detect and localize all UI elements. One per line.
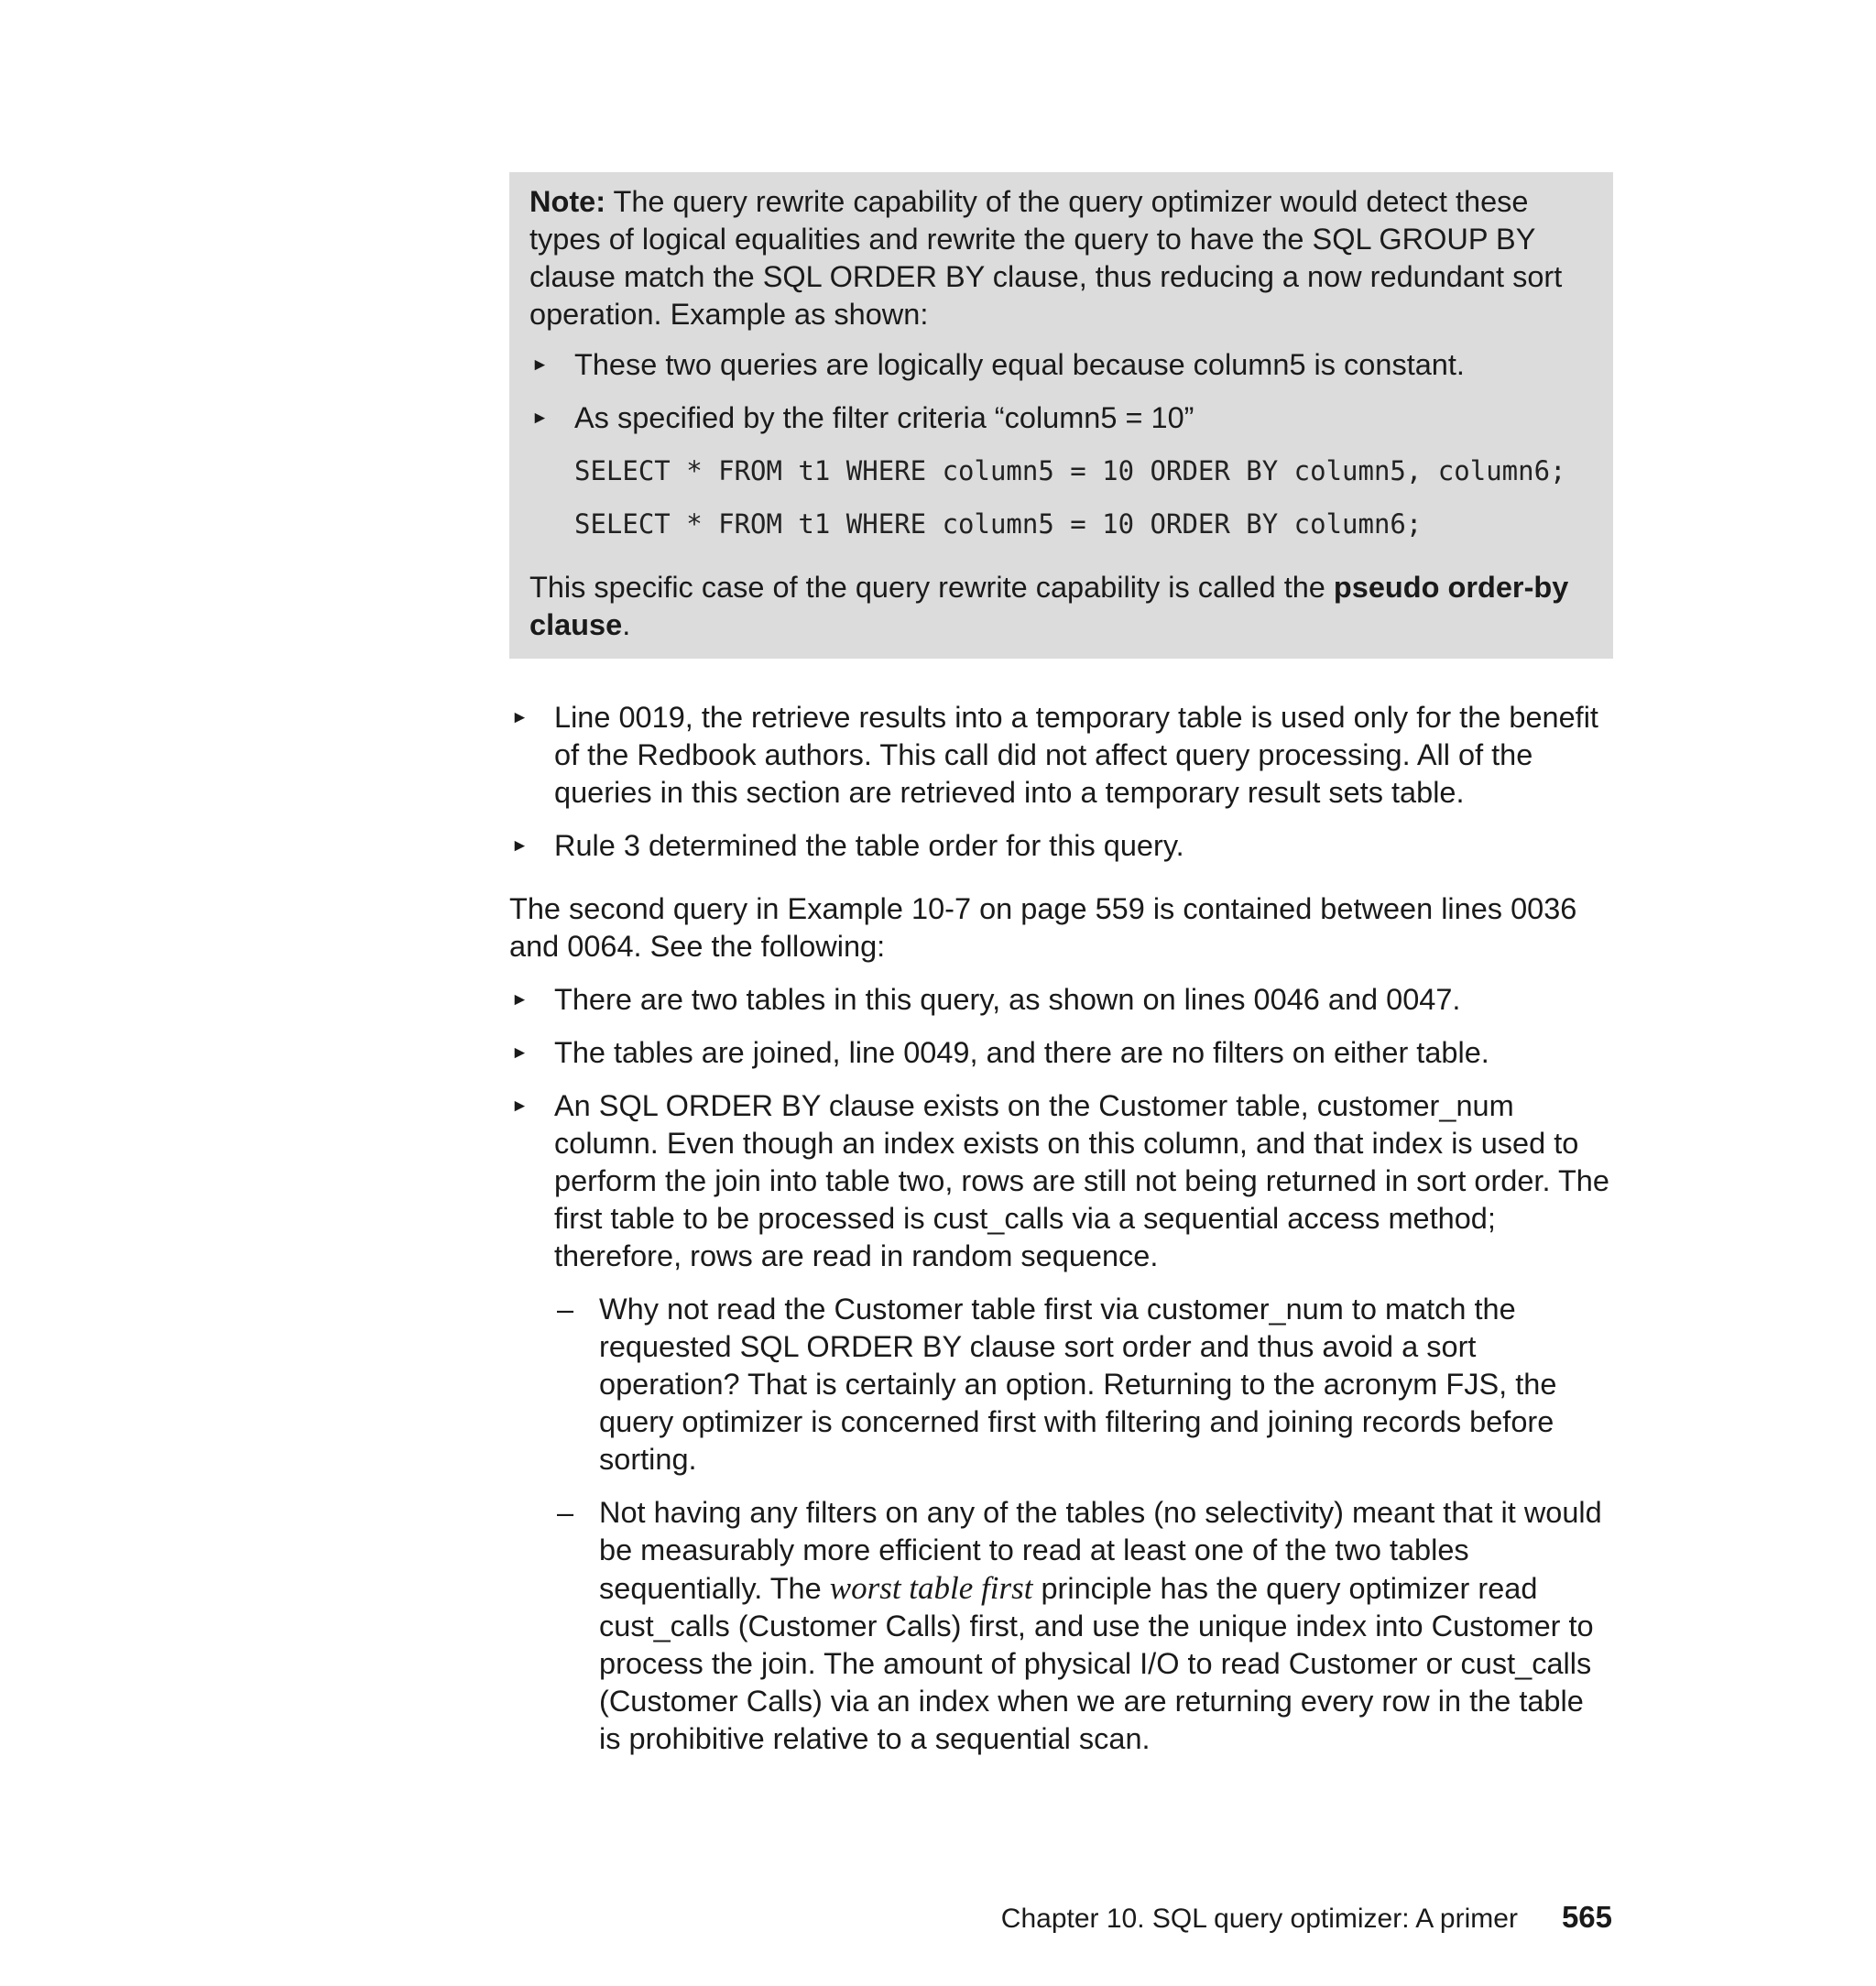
main-body (509, 699, 1613, 1773)
term-pseudo-order-by: pseudo order-by clause (529, 571, 1569, 641)
list-item: ► Rule 3 determined the table order for this query. (509, 827, 1613, 865)
list-item: ► An SQL ORDER BY clause exists on the Customer table, customer_num column. Even though an index exists on this column, and that index is used to perform the join into table two, rows are still not being returned in sort order. The first table to be processed is cust_calls via a sequential access method; therefore, rows are read in random sequence. (511, 1089, 1609, 1272)
page-footer (1001, 1899, 1612, 1937)
note-bullet: ► As specified by the filter criteria “column5 = 10” (529, 399, 1591, 437)
list-item: ► There are two tables in this query, as shown on lines 0046 and 0047. (509, 981, 1613, 1019)
dash-marker-icon: – (557, 1496, 574, 1529)
chapter-title: Chapter 10. SQL query optimizer: A primer (1000, 1904, 1518, 1934)
note-box (509, 172, 1613, 659)
note-bullet: ► These two queries are logically equal because column5 is constant. (529, 346, 1591, 384)
note-intro: Note: The query rewrite capability of the query optimizer would detect these types of logical equalities and rewrite the query to have the SQL GROUP BY clause match the SQL ORDER BY clause, thus reducing a now redundant sort operation. Example as shown: (529, 185, 1563, 331)
code-line: SELECT * FROM t1 WHERE column5 = 10 ORDER BY column5, column6; (574, 455, 1566, 486)
bullet-marker-icon: ► (531, 355, 549, 375)
bullet-marker-icon: ► (511, 990, 529, 1009)
bullet-marker-icon: ► (531, 409, 549, 428)
bullet-marker-icon: ► (511, 1043, 529, 1063)
list-item: ► Line 0019, the retrieve results into a temporary table is used only for the benefit of the Redbook authors. This call did not affect query processing. All of the queries in this section are retrieved into a temporary result sets table. (511, 701, 1598, 809)
sub-list-item: – Not having any filters on any of the tables (no selectivity) meant that it would be measurably more efficient to read at least one of the two tables sequentially. The worst table first principle has the query optimizer read cust_calls (Customer Calls) first, and use the unique index into Customer to process the join. The amount of physical I/O to read Customer or cust_calls (Customer Calls) via an index when we are returning every row in the table is prohibitive relative to a sequential scan. (557, 1496, 1602, 1755)
body-paragraph: The second query in Example 10-7 on page 559 is contained between lines 0036 and 0064. See the following: (509, 892, 1577, 963)
note-conclusion: This specific case of the query rewrite capability is called the pseudo order-by clause. (529, 571, 1569, 641)
bullet-marker-icon: ► (511, 708, 529, 727)
page-number: 565 (1561, 1900, 1612, 1934)
dash-marker-icon: – (557, 1293, 574, 1326)
bullet-marker-icon: ► (511, 836, 529, 856)
list-item: ► The tables are joined, line 0049, and there are no filters on either table. (509, 1034, 1613, 1072)
code-line: SELECT * FROM t1 WHERE column5 = 10 ORDER BY column6; (574, 508, 1423, 540)
note-label: Note: (529, 185, 606, 218)
bullet-marker-icon: ► (511, 1097, 529, 1116)
term-worst-table-first: worst table first (829, 1570, 1033, 1606)
sub-list-item: – Why not read the Customer table first via customer_num to match the requested SQL ORDER BY clause sort order and thus avoid a sort operation? That is certainly an option. Returning to the acronym FJS, the query optimizer is concerned first with filtering and joining records before sorting. (557, 1293, 1557, 1476)
